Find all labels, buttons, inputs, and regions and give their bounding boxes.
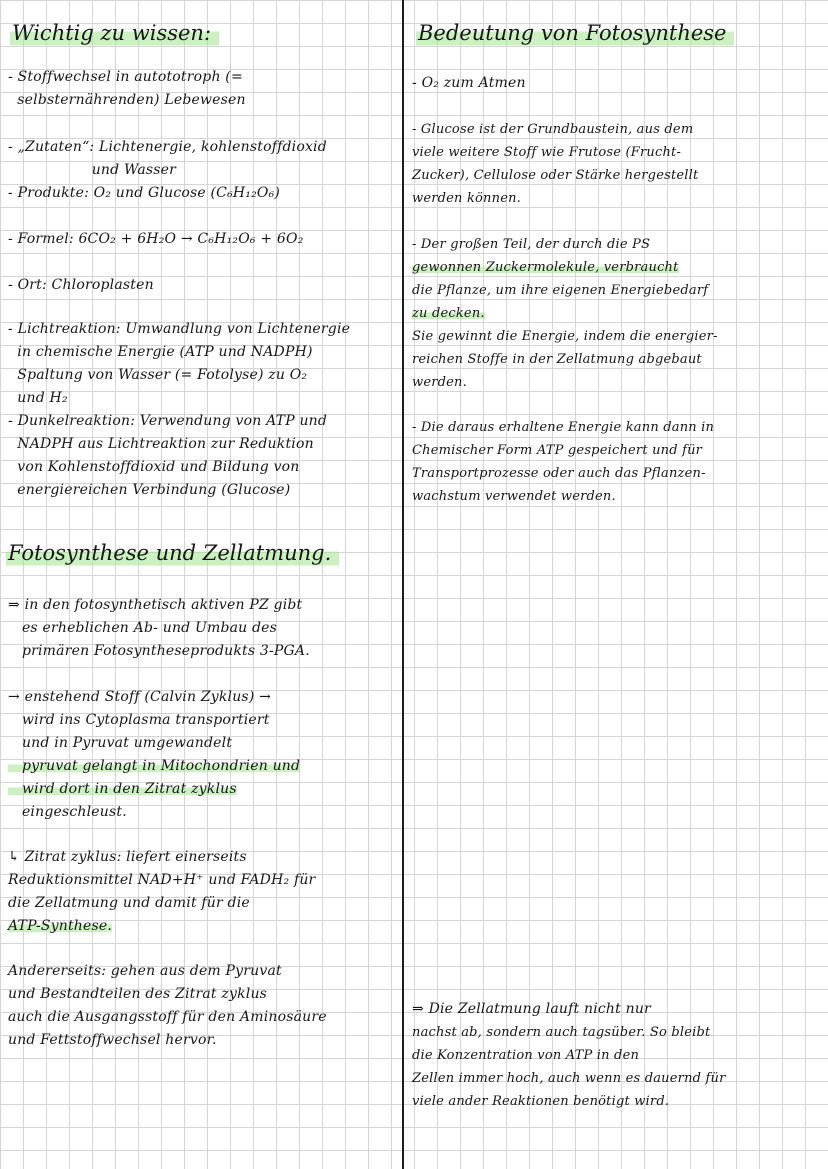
highlight-zitratzyklus: wird dort in den Zitrat zyklus (8, 781, 237, 797)
note-grossen-teil-line-4 (412, 302, 485, 325)
note-calvin-zyklus: → enstehend Stoff (Calvin Zyklus) → wird ins Cytoplasma transportiert und in Pyruvat umgewandelt (8, 689, 272, 751)
note-o2-atmen: - O₂ zum Atmen (412, 75, 526, 91)
note-pyruvat-line-1 (8, 755, 300, 778)
heading-bedeutung-von-fotosynthese: Bedeutung von Fotosynthese (416, 18, 734, 48)
note-glucose-grundbaustein: - Glucose ist der Grundbaustein, aus dem viele weitere Stoff wie Frutose (Frucht- Zucker), Cellulose oder Stärke hergestellt werden können. (412, 122, 699, 206)
note-formel: - Formel: 6CO₂ + 6H₂O → C₆H₁₂O₆ + 6O₂ (8, 231, 304, 247)
note-pz-abbau: ⇒ in den fotosynthetisch aktiven PZ gibt es erheblichen Ab- und Umbau des primären Fotosyntheseprodukts 3-PGA. (8, 597, 310, 659)
note-zellatmung-tag-nacht-rest: nachst ab, sondern auch tagsüber. So bleibt die Konzentration von ATP in den Zellen immer hoch, auch wenn es dauernd für viele ander Reaktionen benötigt wird. (412, 1025, 726, 1109)
note-zitratzyklus-line-4 (8, 915, 112, 938)
heading-fotosynthese-und-zellatmung: Fotosynthese und Zellatmung. (6, 538, 339, 568)
note-energie-atp: - Die daraus erhaltene Energie kann dann in Chemischer Form ATP gespeichert und für Transportprozesse oder auch das Pflanzen- wachstum verwendet werden. (412, 420, 715, 504)
column-divider (402, 0, 404, 1169)
note-pyruvat-line-3: eingeschleust. (8, 804, 127, 820)
note-zitratzyklus-line-2: Reduktionsmittel NAD+H⁺ und FADH₂ für (8, 872, 316, 888)
note-pyruvat-line-2 (8, 778, 237, 801)
note-dunkelreaktion: - Dunkelreaktion: Verwendung von ATP und NADPH aus Lichtreaktion zur Reduktion von Kohlenstoffdioxid und Bildung von energiereichen Verbindung (Glucose) (8, 413, 328, 498)
note-zitratzyklus-line-1: ↳ Zitrat zyklus: liefert einerseits (8, 849, 247, 865)
heading-wichtig-zu-wissen: Wichtig zu wissen: (10, 18, 219, 48)
note-ort: - Ort: Chloroplasten (8, 277, 154, 293)
note-grossen-teil-line-1: - Der großen Teil, der durch die PS (412, 237, 651, 252)
highlight-zu-decken: zu decken. (412, 306, 485, 321)
note-stoffwechsel: - Stoffwechsel in autototroph (= selbsternährenden) Lebewesen (8, 69, 246, 108)
note-zutaten: - „Zutaten“: Lichtenergie, kohlenstoffdioxid und Wasser (8, 139, 327, 178)
note-grossen-teil-line-2 (412, 256, 679, 279)
note-produkte: - Produkte: O₂ und Glucose (C₆H₁₂O₆) (8, 185, 281, 201)
highlight-zuckermolekule: gewonnen Zuckermolekule, verbraucht (412, 260, 679, 275)
note-grossen-teil-line-3: die Pflanze, um ihre eigenen Energiebedarf (412, 283, 709, 298)
highlight-atp-synthese: ATP-Synthese. (8, 918, 113, 934)
note-energie-gewinnen: Sie gewinnt die Energie, indem die energier- reichen Stoffe in der Zellatmung abgebaut werden. (412, 329, 718, 390)
note-lichtreaktion: - Lichtreaktion: Umwandlung von Lichtenergie in chemische Energie (ATP und NADPH) Spaltung von Wasser (= Fotolyse) zu O₂ und H₂ (8, 321, 351, 406)
note-zitratzyklus-line-3: die Zellatmung und damit für die (8, 895, 250, 911)
highlight-pyruvat: pyruvat gelangt in Mitochondrien und (8, 758, 301, 774)
note-andererseits: Andererseits: gehen aus dem Pyruvat und Bestandteilen des Zitrat zyklus auch die Ausgangsstoff für den Aminosäure und Fettstoffwechsel hervor. (8, 963, 327, 1048)
note-zellatmung-tag-nacht-line-1: ⇒ Die Zellatmung lauft nicht nur (412, 1001, 651, 1017)
